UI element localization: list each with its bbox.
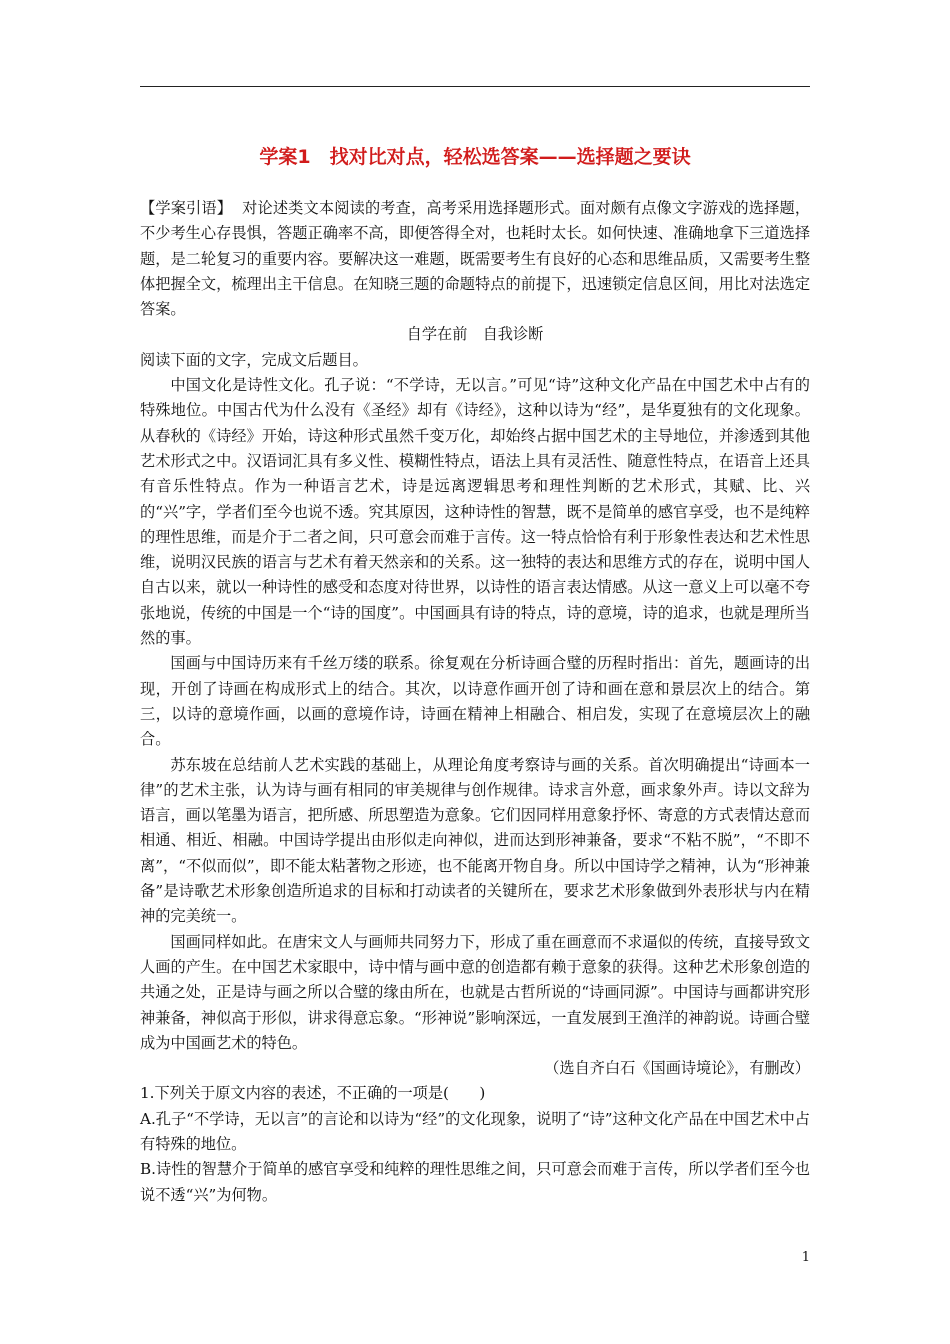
question-option-b: B.诗性的智慧介于简单的感官享受和纯粹的理性思维之间，只可意会而难于言传，所以学者们至今也说不透“兴”为何物。	[140, 1160, 810, 1204]
intro-tag: 【学案引语】	[140, 199, 233, 217]
reading-instruction: 阅读下面的文字，完成文后题目。	[140, 350, 368, 369]
source-citation: （选自齐白石《国画诗境论》，有删改）	[544, 1059, 810, 1078]
section-heading: 自学在前 自我诊断	[406, 325, 544, 344]
intro-paragraph	[140, 196, 810, 322]
passage-paragraph-4: 国画同样如此。在唐宋文人与画师共同努力下，形成了重在画意而不求逼似的传统，直接导致文人画的产生。在中国艺术家眼中，诗中情与画中意的创造都有赖于意象的获得。这种艺术形象创造的共通之处，正是诗与画之所以合璧的缘由所在，也就是古哲所说的“诗画同源”。中国诗与画都讲究形神兼备，神似高于形似，讲求得意忘象。“形神说”影响深远，一直发展到王渔洋的神韵说。诗画合璧成为中国画艺术的特色。	[140, 932, 810, 1052]
passage-paragraph-2: 国画与中国诗历来有千丝万缕的联系。徐复观在分析诗画合璧的历程时指出：首先，题画诗的出现，开创了诗画在构成形式上的结合。其次，以诗意作画开创了诗和画在意和景层次上的结合。第三，以诗的意境作画，以画的意境作诗，诗画在精神上相融合、相启发，实现了在意境层次上的融合。	[140, 654, 810, 749]
question-option-a: A.孔子“不学诗，无以言”的言论和以诗为“经”的文化现象，说明了“诗”这种文化产品在中国艺术中占有特殊的地位。	[140, 1109, 810, 1153]
page-number: 1	[801, 1250, 810, 1265]
passage-paragraph-3: 苏东坡在总结前人艺术实践的基础上，从理论角度考察诗与画的关系。首次明确提出“诗画本一律”的艺术主张，认为诗与画有相同的审美规律与创作规律。诗求言外意，画求象外声。诗以文辞为语言，画以笔墨为语言，把所感、所思塑造为意象。它们因同样用意象抒怀、寄意的方式表情达意而相通、相近、相融。中国诗学提出由形似走向神似，进而达到形神兼备，要求“不粘不脱”，“不即不离”，“不似而似”，即不能太粘著物之形迹，也不能离开物自身。所以中国诗学之精神，认为“形神兼备”是诗歌艺术形象创造所追求的目标和打动读者的关键所在，要求艺术形象做到外表形状与内在精神的完美统一。	[140, 755, 810, 926]
intro-text: 对论述类文本阅读的考查，高考采用选择题形式。面对颇有点像文字游戏的选择题，不少考生心存畏惧，答题正确率不高，即便答得全对，也耗时太长。如何快速、准确地拿下三道选择题，是二轮复习的重要内容。要解决这一难题，既需要考生有良好的心态和思维品质，又需要考生整体把握全文，梳理出主干信息。在知晓三题的命题特点的前提下，迅速锁定信息区间，用比对法选定答案。	[140, 199, 811, 319]
question-stem: 1.下列关于原文内容的表述，不正确的一项是( )	[140, 1084, 486, 1103]
passage-paragraph-1: 中国文化是诗性文化。孔子说：“不学诗，无以言。”可见“诗”这种文化产品在中国艺术中占有的特殊地位。中国古代为什么没有《圣经》却有《诗经》，这种以诗为“经”，是华夏独有的文化现象。从春秋的《诗经》开始，诗这种形式虽然千变万化，却始终占据中国艺术的主导地位，并渗透到其他艺术形式之中。汉语词汇具有多义性、模糊性特点，语法上具有灵活性、随意性特点，在语音上还具有音乐性特点。作为一种语言艺术，诗是远离逻辑思考和理性判断的艺术形式，其赋、比、兴的“兴”字，学者们至今也说不透。究其原因，这种诗性的智慧，既不是简单的感官享受，也不是纯粹的理性思维，而是介于二者之间，只可意会而难于言传。这一特点恰恰有利于形象性表达和艺术性思维，说明汉民族的语言与艺术有着天然亲和的关系。这一独特的表达和思维方式的存在，说明中国人自古以来，就以一种诗性的感受和态度对待世界，以诗性的语言表达情感。从这一意义上可以毫不夸张地说，传统的中国是一个“诗的国度”。中国画具有诗的特点，诗的意境，诗的追求，也就是理所当然的事。	[140, 376, 810, 648]
document-body	[140, 140, 810, 1208]
document-title: 学案1 找对比对点，轻松选答案——选择题之要诀	[259, 146, 691, 168]
header-rule	[140, 86, 810, 87]
